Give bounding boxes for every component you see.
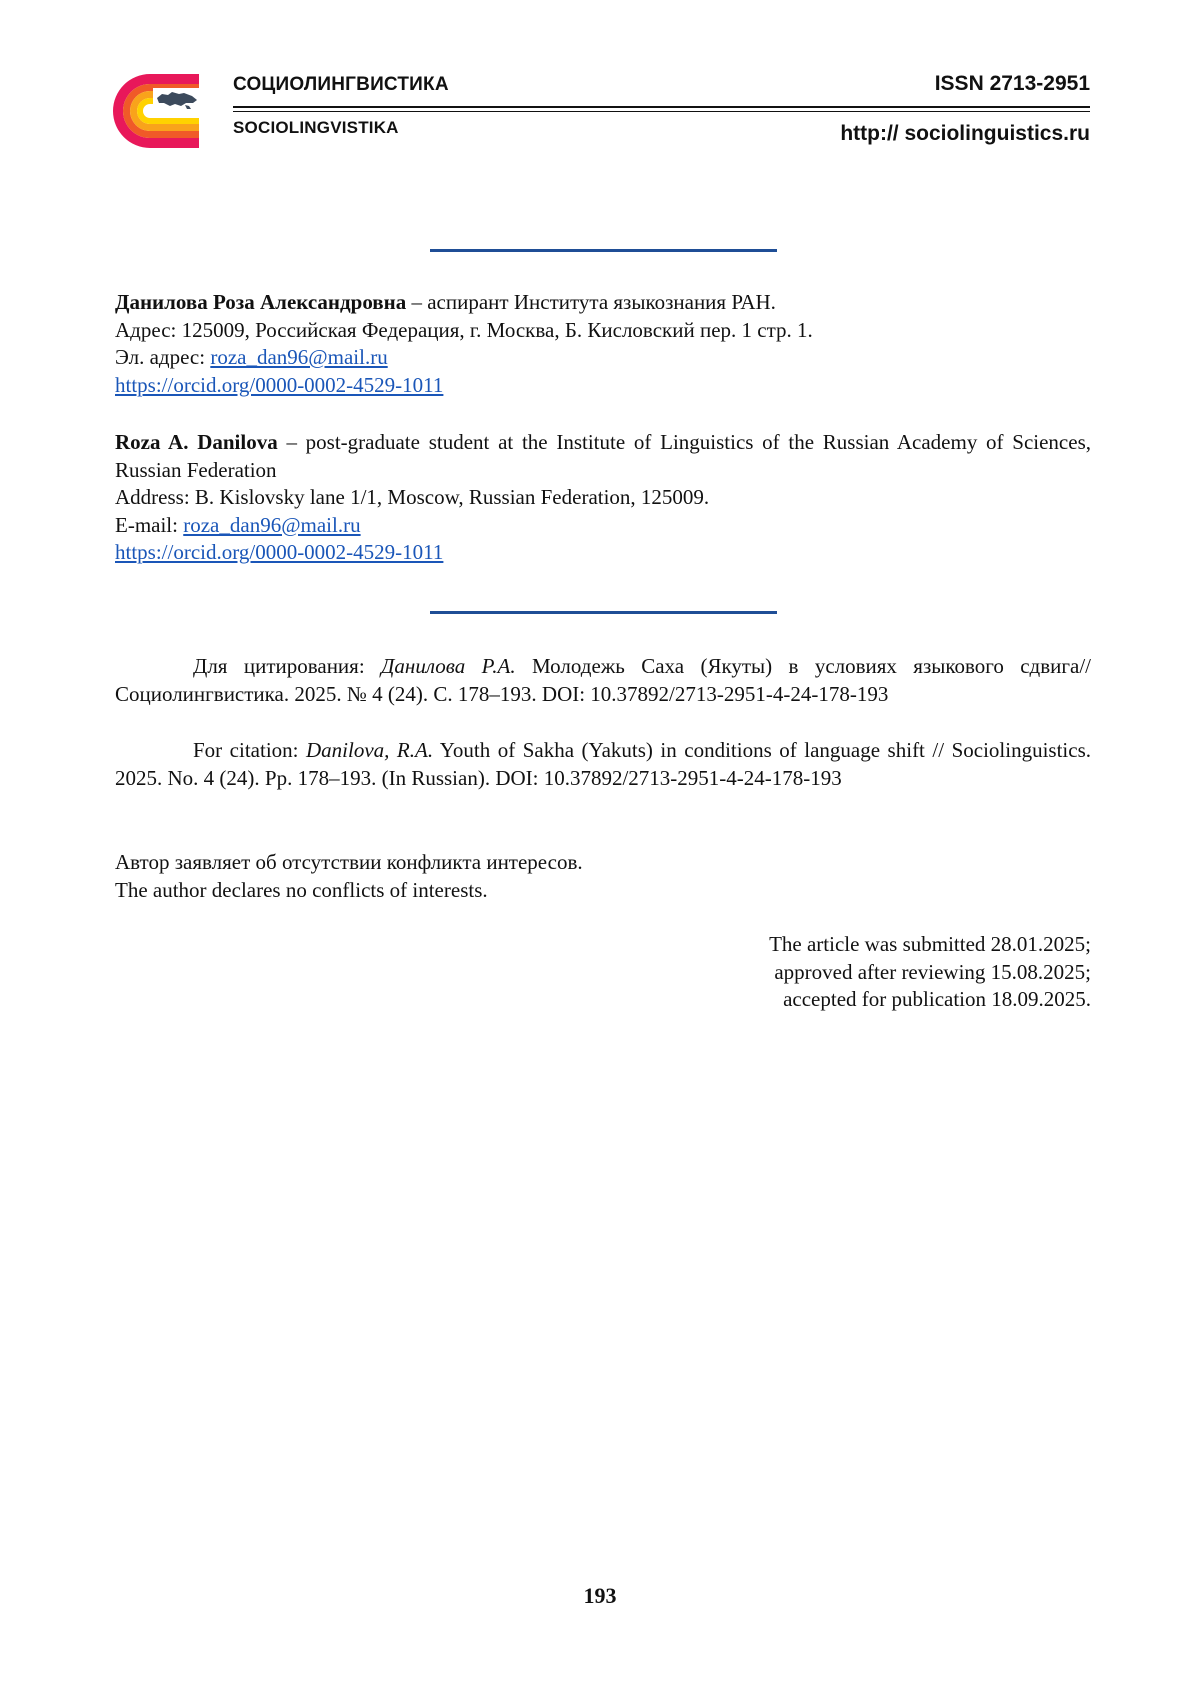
email-link-en[interactable]: roza_dan96@mail.ru (183, 512, 361, 537)
orcid-line-en (115, 539, 1091, 567)
citation-author-ru: Данилова Р.А. (381, 654, 516, 678)
conflict-en: The author declares no conflicts of interests. (115, 877, 488, 902)
article-dates (115, 931, 1091, 1014)
email-label-en: E-mail: (115, 512, 184, 537)
author-line-ru (115, 289, 1091, 317)
author-info-ru (115, 289, 1091, 399)
citation-text-ru: Молодежь Саха (Якуты) в условиях языкового сдвига// Социолингвистика. 2025. № 4 (24). С. 178–193. DOI: 10.37892/2713-2951-4-24-178-193 (115, 654, 1092, 706)
issn: ISSN 2713-2951 (934, 72, 1090, 95)
author-info-en (115, 429, 1091, 567)
separator-top (430, 249, 777, 252)
author-line-en (115, 429, 1091, 484)
citation-ru (115, 653, 1091, 708)
author-name-ru: Данилова Роза Александровна (115, 290, 407, 314)
journal-logo-icon (113, 74, 213, 148)
email-link-ru[interactable]: roza_dan96@mail.ru (210, 345, 388, 369)
author-address-en: Address: B. Kislovsky lane 1/1, Moscow, Russian Federation, 125009. (115, 485, 710, 509)
header-rule-thin (233, 111, 1090, 112)
journal-title-en: SOCIOLINGVISTIKA (233, 118, 399, 137)
citation-label-en: For citation: (193, 738, 306, 762)
author-email-line-en (115, 512, 1091, 540)
author-email-line-ru (115, 344, 1091, 372)
page-number: 193 (583, 1583, 617, 1608)
orcid-link-ru[interactable]: https://orcid.org/0000-0002-4529-1011 (115, 372, 444, 397)
orcid-line-ru (115, 372, 1091, 400)
orcid-link-en[interactable]: https://orcid.org/0000-0002-4529-1011 (115, 540, 444, 564)
citation-label-ru: Для цитирования: (193, 654, 382, 678)
author-role-en: – post-graduate student at the Institute of Linguistics of the Russian Academy of Sciences, Russian Federation (115, 430, 1091, 482)
journal-site: http:// sociolinguistics.ru (840, 122, 1090, 145)
author-name-en: Roza A. Danilova (115, 430, 278, 454)
email-label-ru: Эл. адрес: (115, 345, 211, 369)
citation-en (115, 737, 1091, 792)
header-rule (233, 106, 1090, 108)
date-submitted: The article was submitted 28.01.2025; (769, 932, 1091, 956)
citation-author-en: Danilova, R.A. (306, 738, 434, 762)
conflict-statement (115, 849, 1091, 904)
journal-title-ru: СОЦИОЛИНГВИСТИКА (233, 74, 449, 95)
date-accepted: accepted for publication 18.09.2025. (783, 987, 1091, 1011)
citation-text-en: Youth of Sakha (Yakuts) in conditions of language shift // Sociolinguistics. 2025. No. 4 (24). Pp. 178–193. (In Russian). DOI: 10.37892/2713-2951-4-24-178-193 (115, 738, 1091, 790)
separator-bottom (430, 611, 777, 614)
author-address-ru: Адрес: 125009, Российская Федерация, г. Москва, Б. Кисловский пер. 1 стр. 1. (115, 317, 813, 342)
author-role-ru: – аспирант Института языкознания РАН. (406, 290, 776, 314)
date-approved: approved after reviewing 15.08.2025; (774, 959, 1091, 984)
conflict-ru: Автор заявляет об отсутствии конфликта интересов. (115, 850, 583, 874)
